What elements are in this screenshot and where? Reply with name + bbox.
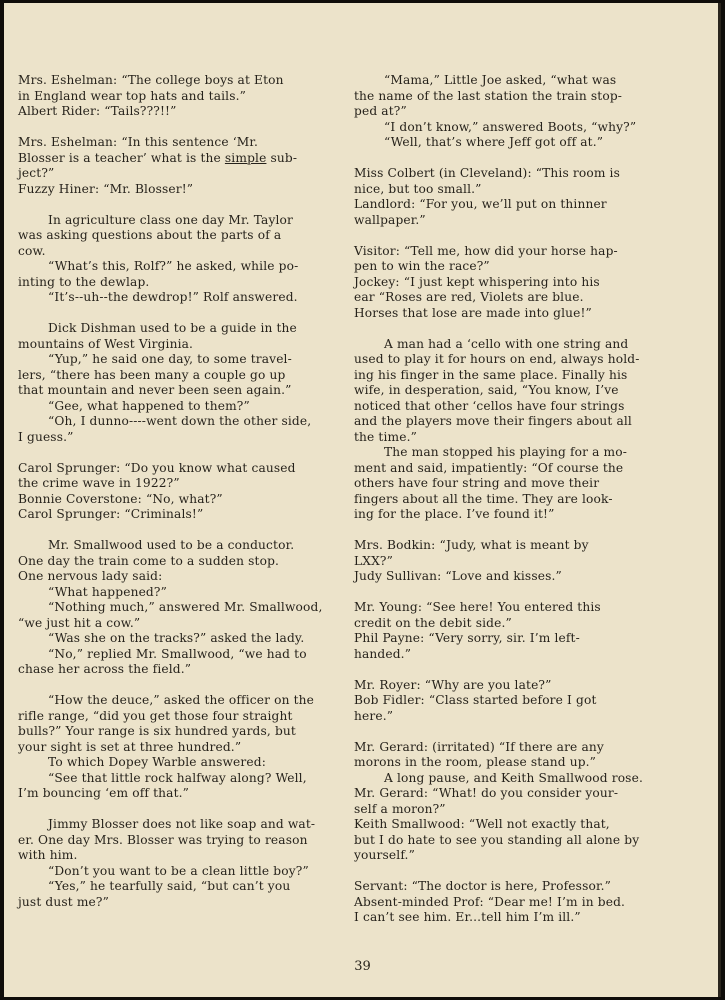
text-line: In agriculture class one day Mr. Taylor	[48, 212, 293, 227]
paragraph-gap	[18, 306, 352, 322]
text-line: credit on the debit side.”	[354, 615, 512, 630]
text-line: Bob Fidler: “Class started before I got	[354, 693, 597, 707]
text-line: with him.	[18, 848, 78, 862]
text-line: pen to win the race?”	[354, 259, 490, 273]
text-line: ject?”	[18, 166, 55, 180]
text-line: handed.”	[354, 646, 412, 661]
text-line: Jockey: “I just kept whispering into his	[354, 274, 600, 289]
underlined-word: simple	[224, 150, 267, 165]
text-line: One day the train come to a sudden stop.	[18, 553, 280, 568]
paragraph-gap	[18, 120, 352, 136]
text-span: Blosser is a teacher’ what is the	[18, 150, 225, 165]
text-line: bulls?” Your range is six hundred yards, but	[18, 724, 296, 738]
right-column	[354, 73, 660, 926]
text-line: but I do hate to see you standing all alone by	[354, 832, 640, 847]
text-line: Bonnie Coverstone: “No, what?”	[18, 491, 223, 506]
paragraph-gap	[354, 864, 660, 880]
text-line: ing for the place. I’ve found it!”	[354, 507, 555, 521]
text-line: cow.	[18, 243, 46, 258]
text-line: Jimmy Blosser does not like soap and wat-	[48, 817, 316, 831]
text-line: Keith Smallwood: “Well not exactly that,	[354, 817, 610, 831]
text-line: “No,” replied Mr. Smallwood, “we had to	[48, 646, 307, 661]
paragraph-gap	[354, 151, 660, 167]
text-line: Visitor: “Tell me, how did your horse hap-	[354, 243, 618, 258]
text-line: the time.”	[354, 429, 418, 444]
text-line: the name of the last station the train stop-	[354, 88, 623, 103]
paragraph-gap	[354, 585, 660, 601]
text-line: morons in the room, please stand up.”	[354, 755, 597, 769]
text-line: “See that little rock halfway along? Well,	[48, 770, 307, 785]
text-line: noticed that other ‘cellos have four strings	[354, 398, 625, 413]
text-line: the crime wave in 1922?”	[18, 476, 180, 490]
paragraph-gap	[18, 445, 352, 461]
text-line: “Yup,” he said one day, to some travel-	[48, 352, 292, 366]
text-line: in England wear top hats and tails.”	[18, 88, 247, 103]
text-line: used to play it for hours on end, always hold-	[354, 352, 640, 366]
text-line: Miss Colbert (in Cleveland): “This room is	[354, 166, 621, 180]
text-line: “I don’t know,” answered Boots, “why?”	[384, 119, 637, 134]
text-line: “Was she on the tracks?” asked the lady.	[48, 631, 305, 645]
text-line: Phil Payne: “Very sorry, sir. I’m left-	[354, 631, 580, 645]
paragraph-gap	[354, 321, 660, 337]
text-line: inting to the dewlap.	[18, 274, 150, 289]
paragraph-gap	[354, 662, 660, 678]
text-line: Dick Dishman used to be a guide in the	[48, 321, 297, 335]
paragraph-gap	[18, 678, 352, 694]
text-line: I’m bouncing ‘em off that.”	[18, 786, 190, 800]
text-line: A man had a ‘cello with one string and	[384, 336, 629, 351]
text-line: ped at?”	[354, 104, 407, 118]
text-line: rifle range, “did you get those four straight	[18, 708, 293, 723]
text-line: “What’s this, Rolf?” he asked, while po-	[48, 259, 299, 273]
text-line: mountains of West Virginia.	[18, 336, 194, 351]
text-line: lers, “there has been many a couple go up	[18, 367, 286, 382]
text-line: chase her across the field.”	[18, 662, 192, 676]
text-line: Absent-minded Prof: “Dear me! I’m in bed.	[354, 894, 626, 909]
paragraph-gap	[18, 802, 352, 818]
text-line: and the players move their fingers about all	[354, 414, 632, 428]
text-line: Landlord: “For you, we’ll put on thinner	[354, 197, 607, 211]
text-line: er. One day Mrs. Blosser was trying to reason	[18, 832, 308, 847]
text-line: The man stopped his playing for a mo-	[384, 445, 627, 459]
left-column	[18, 73, 352, 910]
text-line: A long pause, and Keith Smallwood rose.	[384, 770, 643, 785]
paragraph-gap	[354, 724, 660, 740]
text-line: self a moron?”	[354, 801, 446, 816]
text-line: “Nothing much,” answered Mr. Smallwood,	[48, 600, 323, 614]
text-line: ing his finger in the same place. Finally his	[354, 367, 628, 382]
text-line: Servant: “The doctor is here, Professor.”	[354, 879, 612, 893]
text-line: “What happened?”	[48, 584, 167, 599]
text-line: Judy Sullivan: “Love and kisses.”	[354, 569, 562, 583]
text-line: “Don’t you want to be a clean little boy?”	[48, 863, 309, 878]
text-line: Mr. Gerard: (irritated) “If there are any	[354, 739, 604, 754]
text-line: Carol Sprunger: “Criminals!”	[18, 507, 204, 521]
text-line: I guess.”	[18, 429, 74, 444]
text-line: “Well, that’s where Jeff got off at.”	[384, 135, 604, 149]
page-number: 39	[354, 959, 371, 974]
text-line: Mr. Young: “See here! You entered this	[354, 600, 601, 614]
text-line: others have four string and move their	[354, 476, 600, 490]
text-span: sub-	[266, 150, 298, 165]
text-line: yourself.”	[354, 848, 415, 862]
page	[4, 3, 721, 997]
text-line: was asking questions about the parts of a	[18, 228, 282, 242]
text-line: One nervous lady said:	[18, 569, 163, 583]
text-line: wallpaper.”	[354, 212, 426, 227]
text-line: “Mama,” Little Joe asked, “what was	[384, 73, 617, 87]
text-line: Albert Rider: “Tails???!!”	[18, 104, 177, 118]
text-line: wife, in desperation, said, “You know, I’ve	[354, 383, 619, 397]
text-line: fingers about all the time. They are look-	[354, 491, 613, 506]
text-line: “How the deuce,” asked the officer on the	[48, 693, 315, 707]
text-line: I can’t see him. Er...tell him I’m ill.”	[354, 910, 581, 924]
paragraph-gap	[18, 523, 352, 539]
text-line: ear “Roses are red, Violets are blue.	[354, 290, 584, 304]
text-line: ment and said, impatiently: “Of course the	[354, 460, 624, 475]
text-line: your sight is set at three hundred.”	[18, 739, 242, 754]
text-line: “Yes,” he tearfully said, “but can’t you	[48, 879, 291, 893]
text-line: “It’s--uh--the dewdrop!” Rolf answered.	[48, 290, 298, 304]
text-line: Mrs. Eshelman: “In this sentence ‘Mr.	[18, 135, 259, 149]
text-line: “Gee, what happened to them?”	[48, 398, 250, 413]
text-line: Mr. Gerard: “What! do you consider your-	[354, 786, 619, 800]
text-line: Mrs. Bodkin: “Judy, what is meant by	[354, 538, 589, 552]
text-line: Mr. Royer: “Why are you late?”	[354, 677, 552, 692]
text-line: Mrs. Eshelman: “The college boys at Eton	[18, 73, 284, 87]
text-line: To which Dopey Warble answered:	[48, 755, 266, 769]
text-line: Mr. Smallwood used to be a conductor.	[48, 538, 295, 552]
text-line: just dust me?”	[18, 894, 109, 909]
text-line: Carol Sprunger: “Do you know what caused	[18, 460, 296, 475]
paragraph-gap	[18, 197, 352, 213]
paragraph-gap	[354, 228, 660, 244]
paragraph-gap	[354, 523, 660, 539]
text-line	[18, 151, 352, 167]
text-line: Fuzzy Hiner: “Mr. Blosser!”	[18, 181, 194, 196]
text-line: that mountain and never been seen again.”	[18, 383, 292, 397]
text-line: “we just hit a cow.”	[18, 615, 141, 630]
text-line: “Oh, I dunno----went down the other side,	[48, 414, 312, 428]
text-line: Horses that lose are made into glue!”	[354, 305, 592, 320]
text-line: nice, but too small.”	[354, 181, 482, 196]
text-line: LXX?”	[354, 553, 393, 568]
text-line: here.”	[354, 708, 394, 723]
